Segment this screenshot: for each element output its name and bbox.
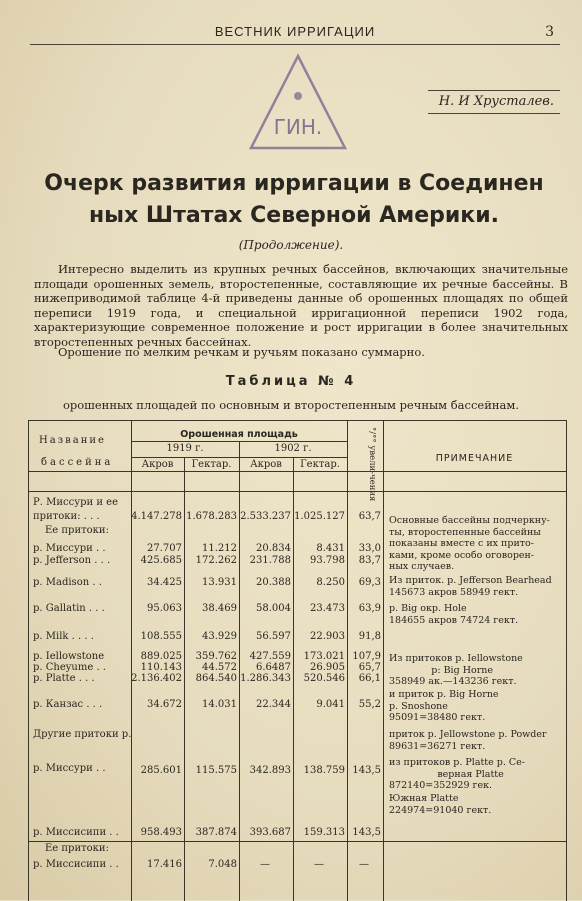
stamp-triangle-icon xyxy=(248,52,348,152)
row-increase: 63,7 xyxy=(358,511,381,522)
row-hectares-1919: 359.762 xyxy=(195,651,237,662)
row-hectares-1919: 115.575 xyxy=(195,765,237,776)
row-hectares-1902: 23.473 xyxy=(310,603,345,614)
row-acres-1902: 427.559 xyxy=(249,651,291,662)
header-bottom-rule xyxy=(29,471,566,472)
row-hectares-1919: 864.540 xyxy=(195,673,237,684)
row-acres-1902: 6.6487 xyxy=(256,662,291,673)
row-acres-1919: 958.493 xyxy=(140,827,182,838)
row-hectares-1919: 43.929 xyxy=(202,631,237,642)
header-note: ПРИМЕЧАНИЕ xyxy=(435,453,514,464)
row-increase: 143,5 xyxy=(352,765,381,776)
row-acres-1919: 34.425 xyxy=(147,577,182,588)
row-acres-1902: 22.344 xyxy=(256,699,291,710)
row-hectares-1919: 387.874 xyxy=(195,827,237,838)
library-stamp xyxy=(248,52,348,152)
row-name: р. Platte . . . xyxy=(33,673,95,684)
row-hectares-1902: 93.798 xyxy=(310,555,345,566)
irrigation-table xyxy=(28,420,567,901)
author-box xyxy=(428,90,560,114)
row-divider xyxy=(131,441,347,442)
row-name: р. Миссури . . xyxy=(33,763,106,774)
row-acres-1919: 95.063 xyxy=(147,603,182,614)
row-hectares-1902: 1.025.127 xyxy=(294,511,345,522)
note-text: приток р. Jellowstone р. Powder 89631=36271 гект. xyxy=(389,729,547,752)
row-acres-1902: — xyxy=(260,859,270,870)
row-acres-1902: 58.004 xyxy=(256,603,291,614)
header-year-1902: 1902 г. xyxy=(274,443,312,454)
row-name: Ее притоки: xyxy=(45,843,109,854)
row-increase: 66,1 xyxy=(358,673,381,684)
author-name: Н. И Хрусталев. xyxy=(438,94,554,109)
row-acres-1919: 108.555 xyxy=(140,631,182,642)
row-hectares-1902: 8.431 xyxy=(316,543,345,554)
running-head xyxy=(30,24,560,44)
continued-label: (Продолжение). xyxy=(238,238,344,252)
paragraph-1: Интересно выделить из крупных речных бассейнов, включающих значительные площади орошенных земель, второстепенные, составляющие их речные бассейны. В нижеприводимой таблице 4-й приведены данные об орошенных площадях по общей переписи 1919 года, и специальной ирригационной переписи 1902 года, характеризующие современное положение и рост ирригации в более значительных второстепенных речных бассейнах. xyxy=(34,262,568,349)
row-acres-1902: 342.893 xyxy=(249,765,291,776)
row-name: притоки: . . . xyxy=(33,511,100,522)
row-name: р. Milk . . . . xyxy=(33,631,94,642)
row-hectares-1902: 22.903 xyxy=(310,631,345,642)
row-increase: 33,0 xyxy=(358,543,381,554)
row-hectares-1919: 11.212 xyxy=(202,543,237,554)
header-area: Орошенная площадь xyxy=(180,429,298,440)
row-name: р. Миссисипи . . xyxy=(33,827,119,838)
header-acres-1919: Акров xyxy=(141,459,174,470)
article-title xyxy=(20,168,568,232)
note-text: Из приток. р. Jefferson Bearhead 145673 акров 58949 гект. xyxy=(389,575,552,598)
row-increase: 107,9 xyxy=(352,651,381,662)
col-divider xyxy=(383,421,384,901)
row-increase: 55,2 xyxy=(358,699,381,710)
table-subtitle: орошенных площадей по основным и второстепенным речным бассейнам. xyxy=(62,398,520,412)
title-line-1: Очерк развития ирригации в Соединен xyxy=(44,171,544,196)
row-increase: 69,3 xyxy=(358,577,381,588)
row-hectares-1919: 172.262 xyxy=(195,555,237,566)
row-hectares-1902: — xyxy=(314,859,324,870)
row-acres-1919: 425.685 xyxy=(140,555,182,566)
header-name-1: Название xyxy=(39,435,106,446)
note-text: и приток р. Big Horne р. Snoshone 95091=38480 гект. xyxy=(389,689,499,723)
row-increase: 91,8 xyxy=(358,631,381,642)
row-hectares-1919: 7.048 xyxy=(208,859,237,870)
table-caption: Таблица № 4 xyxy=(225,374,357,389)
row-acres-1902: 20.388 xyxy=(256,577,291,588)
row-acres-1919: 110.143 xyxy=(140,662,182,673)
row-hectares-1919: 1.678.283 xyxy=(186,511,237,522)
row-acres-1902: 20.834 xyxy=(256,543,291,554)
row-name: р. Миссури . . xyxy=(33,543,106,554)
row-hectares-1902: 159.313 xyxy=(303,827,345,838)
row-increase: 63,9 xyxy=(358,603,381,614)
row-acres-1902: 1.286.343 xyxy=(240,673,291,684)
page-number: 3 xyxy=(545,24,554,40)
row-acres-1919: 2.136.402 xyxy=(131,673,182,684)
row-name: Другие притоки р. xyxy=(33,729,132,740)
note-text: Основные бассейны подчеркну- ты, второстепенные бассейны показаны вместе с их прито- ками, кроме особо оговорен- ных случаев. xyxy=(389,515,550,572)
row-hectares-1902: 8.250 xyxy=(316,577,345,588)
row-acres-1919: 27.707 xyxy=(147,543,182,554)
row-acres-1919: 285.601 xyxy=(140,765,182,776)
top-rule xyxy=(30,44,560,45)
row-increase: — xyxy=(359,859,369,870)
row-name: р. Cheyume . . xyxy=(33,662,106,673)
row-acres-1902: 2.533.237 xyxy=(240,511,291,522)
journal-title: ВЕСТНИК ИРРИГАЦИИ xyxy=(214,24,376,39)
row-hectares-1902: 26.905 xyxy=(310,662,345,673)
note-text: Южная Platte 224974=91040 гект. xyxy=(389,793,492,816)
paragraph-2: Орошение по мелким речкам и ручьям показано суммарно. xyxy=(58,345,425,359)
row-increase: 83,7 xyxy=(358,555,381,566)
row-name: р. Gallatin . . . xyxy=(33,603,105,614)
row-name: р. Madison . . xyxy=(33,577,102,588)
note-text: р. Big окр. Hole 184655 акров 74724 гект. xyxy=(389,603,519,626)
row-acres-1902: 393.687 xyxy=(249,827,291,838)
row-hectares-1919: 14.031 xyxy=(202,699,237,710)
row-acres-1919: 889.025 xyxy=(140,651,182,662)
row-increase: 143,5 xyxy=(352,827,381,838)
note-text: из притоков р. Platte р. Се- верная Platte 872140=352929 гек. xyxy=(389,757,525,791)
row-hectares-1919: 13.931 xyxy=(202,577,237,588)
row-hectares-1919: 44.572 xyxy=(202,662,237,673)
row-name: Р. Миссури и ее xyxy=(33,497,118,508)
row-acres-1902: 56.597 xyxy=(256,631,291,642)
row-divider xyxy=(131,457,347,458)
row-name: р. Канзас . . . xyxy=(33,699,103,710)
row-name: р. Миссисипи . . xyxy=(33,859,119,870)
row-hectares-1919: 38.469 xyxy=(202,603,237,614)
note-text: Из притоков р. Iellowstone р: Big Horne 358949 ак.—143236 гект. xyxy=(389,653,523,687)
row-divider xyxy=(29,841,566,842)
header-hectares-1919: Гектар. xyxy=(191,459,232,470)
row-name: р. Jefferson . . . xyxy=(33,555,111,566)
row-name: р. Iellowstone xyxy=(33,651,105,662)
header-acres-1902: Акров xyxy=(250,459,282,470)
row-hectares-1902: 138.759 xyxy=(303,765,345,776)
row-hectares-1902: 9.041 xyxy=(316,699,345,710)
row-acres-1902: 231.788 xyxy=(249,555,291,566)
header-hectares-1902: Гектар. xyxy=(300,459,340,470)
row-acres-1919: 17.416 xyxy=(147,859,182,870)
row-hectares-1902: 520.546 xyxy=(303,673,345,684)
title-line-2: ных Штатах Северной Америки. xyxy=(88,203,499,228)
header-increase: °/°° увели-чения xyxy=(367,427,377,502)
row-acres-1919: 34.672 xyxy=(147,699,182,710)
stamp-text: ГИН. xyxy=(273,115,323,139)
header-name-2: бассейна xyxy=(41,457,114,468)
row-hectares-1902: 173.021 xyxy=(303,651,345,662)
header-year-1919: 1919 г. xyxy=(166,443,204,454)
row-acres-1919: 4.147.278 xyxy=(131,511,182,522)
row-increase: 65,7 xyxy=(358,662,381,673)
row-name: Ее притоки: xyxy=(45,525,109,536)
header-bottom-rule-2 xyxy=(29,491,566,492)
